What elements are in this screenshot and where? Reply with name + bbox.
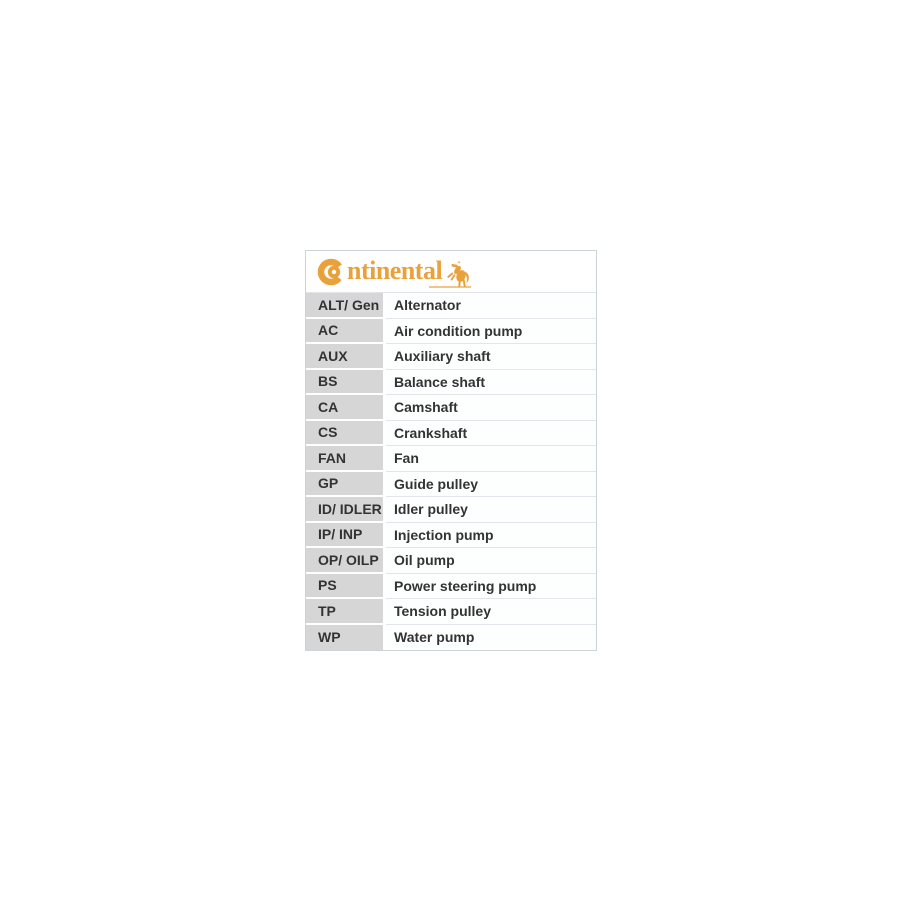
- abbr-cell: ID/ IDLER: [306, 497, 383, 523]
- abbr-cell: OP/ OILP: [306, 548, 383, 574]
- table-row: [306, 293, 596, 319]
- brand-wordmark: ntinental: [347, 255, 443, 285]
- desc-cell: Balance shaft: [386, 370, 596, 396]
- desc-cell: Camshaft: [386, 395, 596, 421]
- abbr-cell: PS: [306, 574, 383, 600]
- logo-co-icon: [317, 257, 346, 286]
- abbr-cell: CA: [306, 395, 383, 421]
- horse-icon: [428, 261, 472, 289]
- desc-cell: Guide pulley: [386, 472, 596, 498]
- table-row: [306, 344, 596, 370]
- table-row: [306, 625, 596, 651]
- desc-cell: Oil pump: [386, 548, 596, 574]
- table-row: [306, 548, 596, 574]
- desc-cell: Alternator: [386, 293, 596, 319]
- abbr-cell: IP/ INP: [306, 523, 383, 549]
- table-row: [306, 497, 596, 523]
- abbr-cell: WP: [306, 625, 383, 651]
- abbreviation-legend-card: [305, 250, 597, 651]
- table-row: [306, 574, 596, 600]
- desc-cell: Crankshaft: [386, 421, 596, 447]
- desc-cell: Tension pulley: [386, 599, 596, 625]
- continental-logo: [317, 257, 472, 286]
- abbr-cell: ALT/ Gen: [306, 293, 383, 319]
- abbr-cell: FAN: [306, 446, 383, 472]
- table-row: [306, 599, 596, 625]
- table-row: [306, 446, 596, 472]
- table-row: [306, 472, 596, 498]
- abbr-cell: TP: [306, 599, 383, 625]
- abbr-cell: AUX: [306, 344, 383, 370]
- abbr-cell: CS: [306, 421, 383, 447]
- desc-cell: Injection pump: [386, 523, 596, 549]
- legend-rows: [306, 293, 596, 650]
- desc-cell: Fan: [386, 446, 596, 472]
- desc-cell: Air condition pump: [386, 319, 596, 345]
- abbr-cell: AC: [306, 319, 383, 345]
- abbr-cell: GP: [306, 472, 383, 498]
- table-row: [306, 319, 596, 345]
- table-row: [306, 421, 596, 447]
- desc-cell: Power steering pump: [386, 574, 596, 600]
- table-row: [306, 523, 596, 549]
- table-row: [306, 370, 596, 396]
- desc-cell: Water pump: [386, 625, 596, 651]
- table-row: [306, 395, 596, 421]
- desc-cell: Auxiliary shaft: [386, 344, 596, 370]
- abbr-cell: BS: [306, 370, 383, 396]
- desc-cell: Idler pulley: [386, 497, 596, 523]
- brand-header: [306, 251, 596, 293]
